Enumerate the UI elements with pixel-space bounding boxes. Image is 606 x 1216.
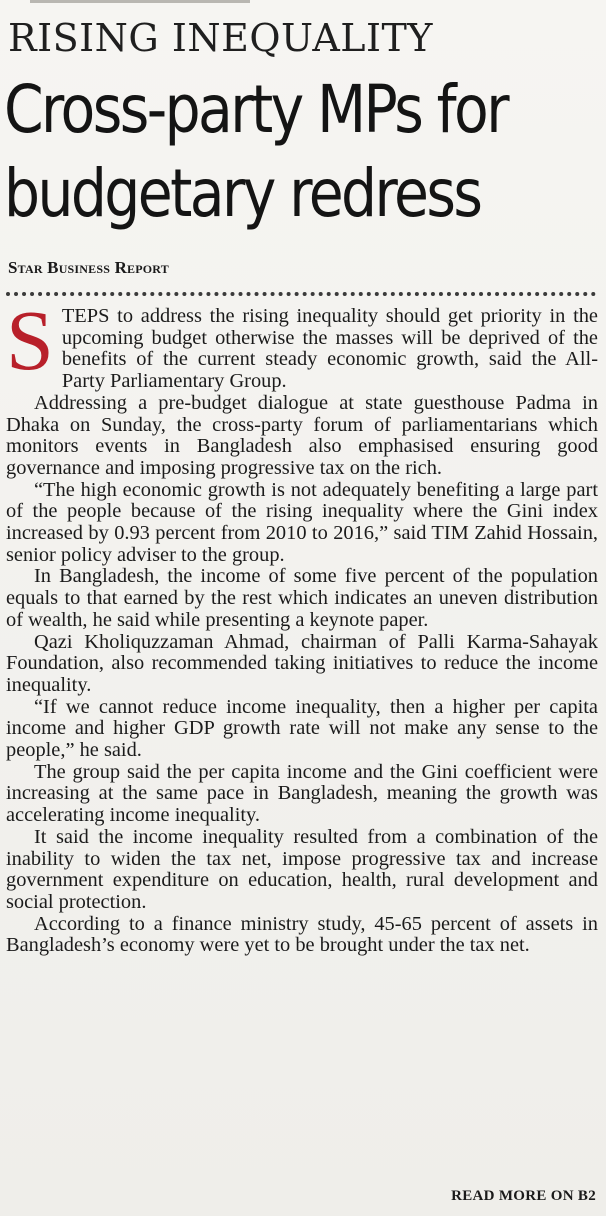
headline-line-2: budgetary redress [4, 155, 481, 232]
dotted-divider [6, 292, 596, 296]
paragraph-2: Addressing a pre-budget dialogue at state guesthouse Padma in Dhaka on Sunday, the cross-party forum of parliamentarians which monitors events in Bangladesh also emphasised ensuring good governance and imposing progressive tax on the rich. [6, 391, 598, 479]
read-more-link[interactable]: READ MORE ON B2 [451, 1188, 596, 1204]
byline: Star Business Report [8, 258, 169, 277]
top-rule [30, 0, 250, 3]
headline [4, 68, 520, 236]
paragraph-1 [6, 292, 598, 393]
paragraph-7: The group said the per capita income and the Gini coefficient were increasing at the same pace in Bangladesh, meaning the growth was accelerating income inequality. [6, 760, 598, 827]
paragraph-9: According to a finance ministry study, 45-65 percent of assets in Bangladesh’s economy were yet to be brought under the tax net. [6, 912, 598, 957]
paragraph-1-text: TEPS to address the rising inequality should get priority in the upcoming budget otherwise the masses will be deprived of the benefits of the current steady economic growth, said the All-Party Parliamentary Group. [61, 305, 598, 393]
article-body [6, 292, 598, 957]
paragraph-6: “If we cannot reduce income inequality, then a higher per capita income and higher GDP growth rate will not make any sense to the people,” he said. [6, 695, 598, 762]
paragraph-5: Qazi Kholiquzzaman Ahmad, chairman of Palli Karma-Sahayak Foundation, also recommended taking initiatives to reduce the income inequality. [6, 630, 598, 696]
paragraph-3: “The high economic growth is not adequately benefiting a large part of the people because of the rising inequality where the Gini index increased by 0.93 percent from 2010 to 2016,” said TIM Zahid Hossain, senior policy adviser to the group. [6, 478, 598, 566]
section-kicker: RISING INEQUALITY [8, 16, 433, 60]
paragraph-8: It said the income inequality resulted from a combination of the inability to widen the tax net, impose progressive tax and increase government expenditure on education, health, rural development and social protection. [6, 825, 598, 913]
paragraph-4: In Bangladesh, the income of some five percent of the population equals to that earned by the rest which indicates an uneven distribution of wealth, he said while presenting a keynote paper. [6, 565, 598, 631]
headline-line-1: Cross-party MPs for [4, 71, 507, 148]
drop-cap: S [6, 292, 54, 388]
